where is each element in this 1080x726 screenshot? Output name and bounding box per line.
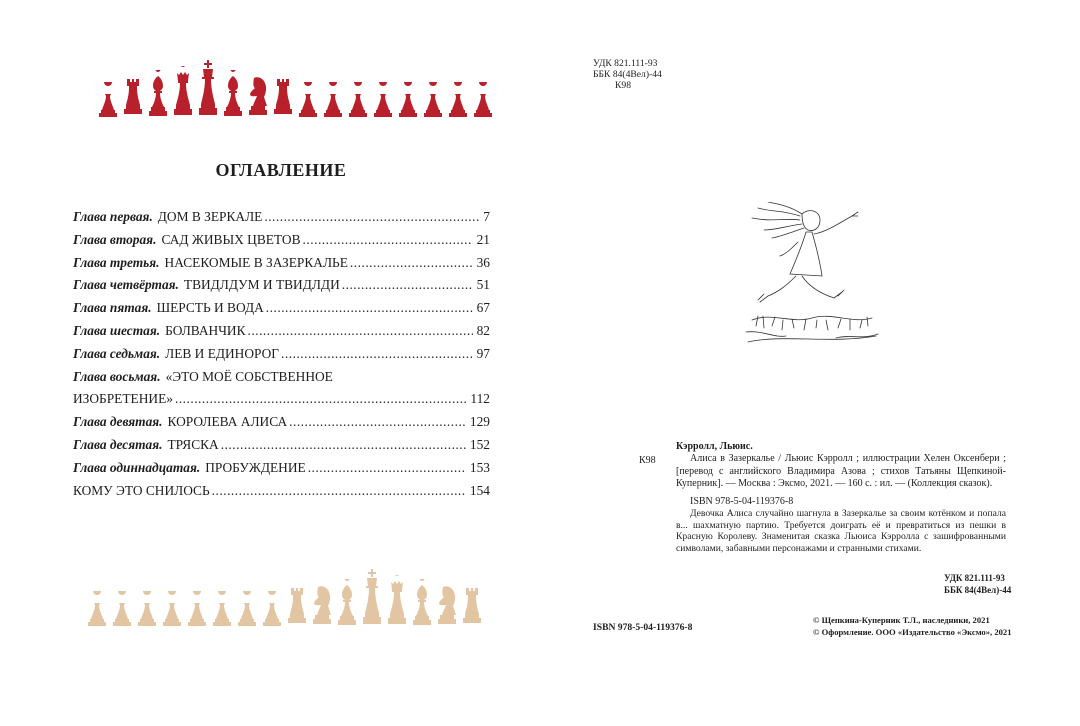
toc-entry [73,369,490,392]
chess-queen-icon [173,66,193,118]
toc-entry [73,483,490,506]
toc-leader-dots [289,414,466,430]
toc-leader-dots [248,323,473,339]
chess-rook-icon [123,76,143,118]
chess-pawn-icon [262,591,282,627]
toc-chapter-label: Глава восьмая. [73,368,161,384]
toc-leader-dots [308,460,466,476]
toc-chapter-title: НАСЕКОМЫЕ В ЗАЗЕРКАЛЬЕ [164,254,348,270]
chess-bishop-icon [223,70,243,118]
toc-title: ОГЛАВЛЕНИЕ [215,160,347,180]
udk-block-bottom [944,573,1011,596]
toc-chapter-label: Глава девятая. [73,414,163,430]
chess-knight-icon [437,583,457,627]
chess-pawn-icon [187,591,207,627]
chess-king-icon [362,569,382,627]
toc-page-number: 51 [476,277,490,293]
toc-chapter-label: Глава третья. [73,254,160,270]
catalog-author: Кэрролл, Льюис. [676,441,753,452]
toc-entry [73,232,490,255]
chess-pawn-icon [423,82,443,118]
author-mark: К98 [615,80,631,91]
toc-page-number: 97 [476,345,490,361]
toc-page-number: 36 [476,254,490,270]
k98-mark: К98 [639,455,656,466]
toc-page-number: 154 [469,482,490,498]
isbn-bottom: ISBN 978-5-04-119376-8 [593,622,693,633]
chess-pawn-icon [448,82,468,118]
catalog-description: Алиса в Зазеркалье / Льюис Кэрролл ; иллюстрации Хелен Оксенбери ; [перевод с английского Владимира Азова ; стихов Татьяны Щепкиной-Куперник]. — Москва : Эксмо, 2021. — 160 с. : ил. — (Коллекция сказок). [676,453,1006,490]
toc-leader-dots [175,391,466,407]
toc-entry [73,255,490,278]
toc-entry [73,414,490,437]
chess-bishop-icon [337,579,357,627]
toc-chapter-label: Глава пятая. [73,300,152,316]
toc-page-number: 112 [470,391,490,407]
chess-pawn-icon [398,82,418,118]
chess-king-icon [198,60,218,118]
toc-chapter-label: Глава десятая. [73,436,163,452]
udk-block-top [593,58,662,91]
chess-pawn-icon [348,82,368,118]
toc-page-number: 153 [469,459,490,475]
bbk-code-bottom: ББК 84(4Вел)-44 [944,584,1012,595]
toc-leader-dots [342,277,473,293]
table-of-contents [73,209,490,505]
toc-leader-dots [264,209,479,225]
chess-pawn-icon [298,82,318,118]
toc-chapter-label: Глава шестая. [73,322,161,338]
toc-entry [73,300,490,323]
toc-entry [73,391,490,414]
chess-knight-icon [248,74,268,118]
chess-pawn-icon [237,591,257,627]
red-chess-pieces-row [98,60,493,118]
toc-entry [73,437,490,460]
toc-leader-dots [221,437,466,453]
catalog-record [676,441,1006,554]
toc-chapter-title: КОМУ ЭТО СНИЛОСЬ [73,482,210,498]
toc-page-number: 152 [469,436,490,452]
chess-bishop-icon [148,70,168,118]
toc-chapter-title: ДОМ В ЗЕРКАЛЕ [157,209,263,224]
toc-entry [73,460,490,483]
udk-code-bottom: УДК 821.111-93 [944,573,1005,583]
toc-chapter-title: ПРОБУЖДЕНИЕ [205,459,306,475]
toc-chapter-title: ЛЕВ И ЕДИНОРОГ [165,345,280,361]
toc-page-number: 82 [476,322,490,338]
chess-pawn-icon [162,591,182,627]
chess-pawn-icon [112,591,132,627]
toc-leader-dots [350,255,473,271]
catalog-isbn: ISBN 978-5-04-119376-8 [690,495,794,507]
copyright-notice [813,614,1012,638]
toc-chapter-label: Глава первая. [73,209,153,224]
chess-rook-icon [462,585,482,627]
chess-pawn-icon [212,591,232,627]
toc-chapter-title: КОРОЛЕВА АЛИСА [167,414,288,430]
toc-page-number: 67 [476,300,490,316]
toc-page-number: 7 [483,209,490,224]
chess-pawn-icon [137,591,157,627]
toc-entry [73,346,490,369]
toc-chapter-title: ШЕРСТЬ И ВОДА [156,300,264,316]
toc-chapter-label: Глава четвёртая. [73,277,179,293]
chess-pawn-icon [373,82,393,118]
toc-chapter-label: Глава седьмая. [73,345,161,361]
chess-bishop-icon [412,579,432,627]
toc-leader-dots [212,483,466,499]
udk-code: УДК 821.111-93 [593,58,658,69]
bbk-code: ББК 84(4Вел)-44 [593,69,662,80]
chess-pawn-icon [87,591,107,627]
alice-running-illustration [742,202,882,352]
copyright-line: © Оформление. ООО «Издательство «Эксмо», 2021 [813,627,1012,637]
chess-pawn-icon [323,82,343,118]
toc-chapter-title: ТВИДЛДУМ И ТВИДЛДИ [183,277,340,293]
book-annotation: Девочка Алиса случайно шагнула в Зазеркалье за своим котёнком и попала в... шахматную партию. Требуется доиграть её и превратиться из пешки в Красную Королеву. Знаменитая сказка Льюиса Кэрролла с зашифрованными символами, забавными персонажами и странными стихами. [676,508,1006,554]
toc-leader-dots [281,346,473,362]
toc-entry [73,323,490,346]
toc-page-number: 129 [469,414,490,430]
chess-queen-icon [387,575,407,627]
toc-entry [73,209,490,232]
chess-pawn-icon [473,82,493,118]
toc-entry [73,277,490,300]
chess-rook-icon [273,76,293,118]
toc-chapter-title: САД ЖИВЫХ ЦВЕТОВ [161,231,301,247]
toc-chapter-title: «ЭТО МОЁ СОБСТВЕННОЕ [165,368,333,384]
toc-chapter-label: Глава одиннадцатая. [73,459,201,475]
chess-rook-icon [287,585,307,627]
toc-page-number: 21 [476,231,490,247]
chess-pawn-icon [98,82,118,118]
toc-chapter-label: Глава вторая. [73,231,157,247]
toc-leader-dots [266,300,473,316]
copyright-line: © Щепкина-Куперник Т.Л., наследники, 2021 [813,615,990,625]
toc-chapter-title: ТРЯСКА [167,436,219,452]
chess-knight-icon [312,583,332,627]
toc-chapter-title: ИЗОБРЕТЕНИЕ» [73,391,173,407]
toc-leader-dots [303,232,473,248]
tan-chess-pieces-row [87,569,482,627]
toc-chapter-title: БОЛВАНЧИК [165,322,246,338]
